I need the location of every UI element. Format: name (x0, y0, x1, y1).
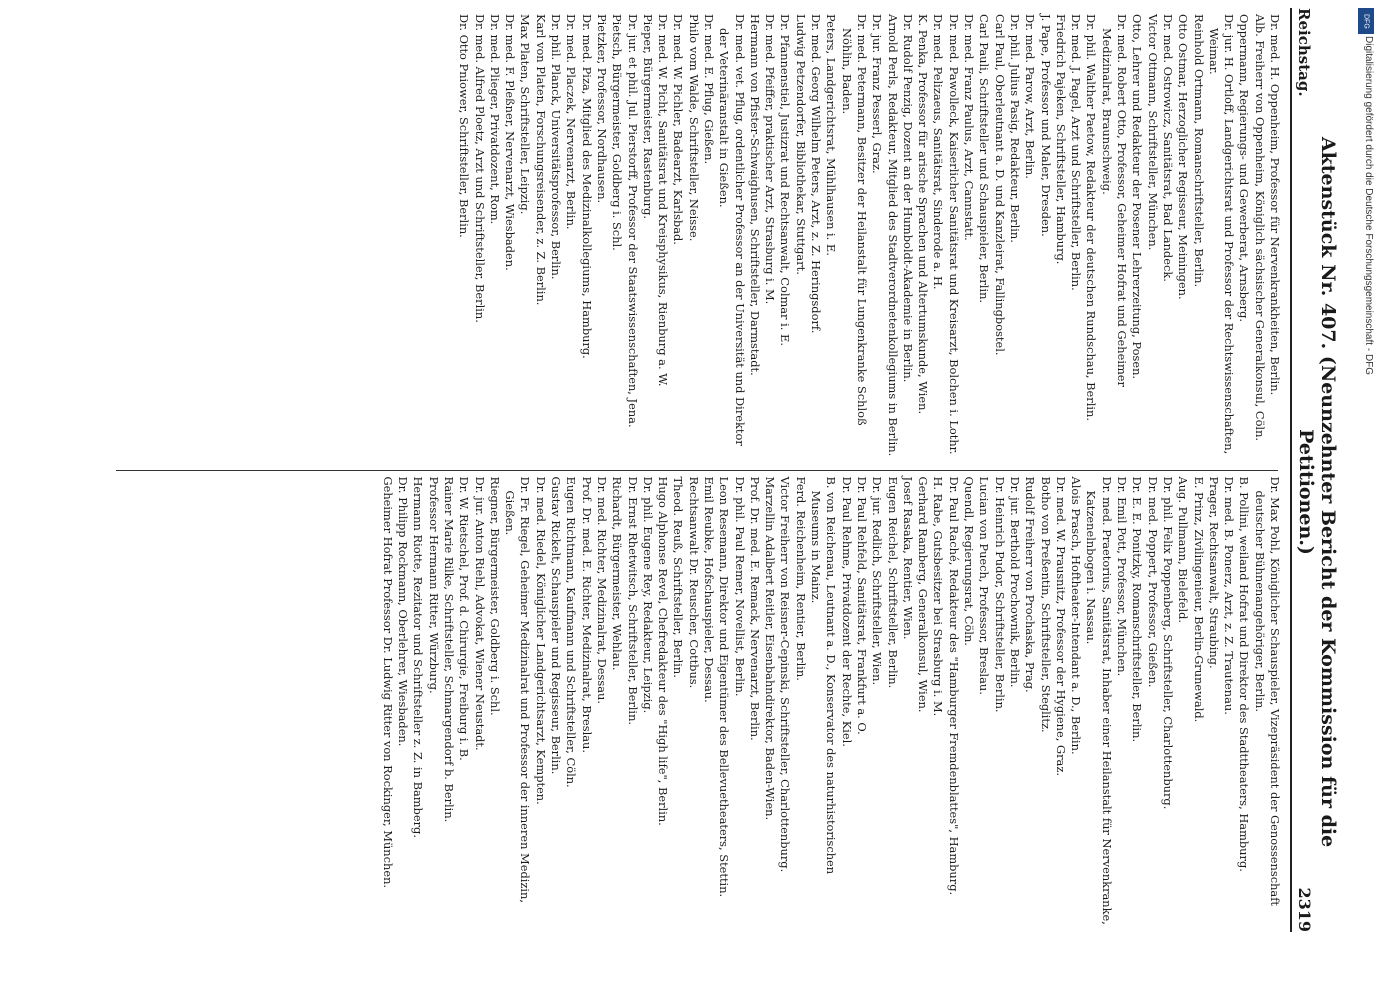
page-number: 2319 (1295, 887, 1314, 932)
petition-entry: Dr. med. Robert Otto, Professor, Geheimer Hofrat und Geheimer Medizinalrat, Braunschweig. (1099, 14, 1130, 387)
petition-entry: Alois Prasch, Hoftheater-Intendant a. D., Berlin. (1069, 476, 1084, 755)
petition-entry: Alb. Freiherr von Oppenheim, Königlich sächsischer Generalkonsul, Cöln. (1252, 14, 1267, 442)
petition-entry: Dr. med. F. Pleßner, Nervenarzt, Wiesbaden. (503, 14, 518, 271)
petition-entry: Rudolf Freiherr von Prochaska, Prag. (1023, 476, 1038, 693)
petition-entry: Otto, Lehrer und Redakteur der Posener Lehrerzeitung, Posen. (1130, 14, 1145, 380)
scanned-page (95, 0, 1339, 1000)
petition-entry: Theod. Reuß, Schriftsteller, Berlin. (671, 476, 686, 678)
petition-entry: Gustav Rickelt, Schauspieler und Regisseur, Berlin. (549, 476, 564, 775)
petition-entry: Hugo Alphonse Revel, Chefredakteur des "High life", Berlin. (656, 476, 671, 826)
petition-entry: Dr. Rudolf Penzig, Dozent an der Humboldt-Akademie in Berlin. (900, 14, 915, 383)
header-left: Reichstag. (1295, 8, 1313, 97)
petition-entry: Dr. jur. Anton Riehl, Advokat, Wiener Neustadt. (472, 476, 487, 751)
page-header (1290, 8, 1339, 932)
petition-entry: Dr. jur. H. Ortloff, Landgerichtsrat und Professor der Rechtswissenschaften, Weimar. (1206, 14, 1237, 455)
petition-entry: Otto Ostmar, Herzoglicher Regisseur, Meiningen. (1176, 14, 1191, 300)
petition-entry: Prager, Rechtsanwalt, Straubing. (1206, 476, 1221, 669)
petition-entry: Dr. phil. Felix Poppenberg, Schriftsteller, Charlottenburg. (1160, 476, 1175, 810)
petition-entry: Dr. med. Ostrowicz, Sanitätsrat, Bad Landeck. (1160, 14, 1175, 282)
petition-entry: E. Prinz, Zivilingenieur, Berlin-Grunewald. (1191, 476, 1206, 723)
petition-entry: B. Pollini, weiland Hofrat und Direktor des Stadttheaters, Hamburg. (1237, 476, 1252, 872)
petition-entry: Dr. phil. Walther Paetow, Redakteur der deutschen Rundschau, Berlin. (1084, 14, 1099, 421)
petition-entry: Dr. med. vet. Pflug, ordentlicher Professor an der Universität und Direktor der Veterinäranstalt in Gießen. (717, 14, 747, 446)
petition-entry: Dr. Heinrich Pudor, Schriftsteller, Berlin. (992, 476, 1007, 713)
columns (112, 8, 1290, 932)
petition-entry: Dr. med. H. Oppenheim, Professor für Nervenkrankheiten, Berlin. (1268, 14, 1282, 396)
petition-entry: Botho von Preßentin, Schriftsteller, Steglitz. (1038, 476, 1053, 733)
petition-entry: Eugen Richtmann, Kaufmann und Schriftsteller, Cöln. (564, 476, 579, 788)
petition-entry: Victor Ottmann, Schriftsteller, München. (1145, 14, 1160, 251)
petition-entry: B. von Reichenau, Leutnant a. D., Konservator des naturhistorischen Museums in Mainz. (809, 476, 839, 875)
petition-entry: Dr. jur. Redlich, Schriftsteller, Wien. (870, 476, 885, 686)
column-right (112, 471, 1282, 933)
petition-entry: Dr. med. Georg Wilhelm Peters, Arzt, z. Z. Heringsdorf. (809, 14, 824, 334)
petition-entry: Dr. med. W. Picht, Sanitätsrat und Kreisphysikus, Rienburg a. W. (656, 14, 671, 387)
petition-entry: Dr. med. B. Ponerz, Arzt, z. Z. Trautenau. (1222, 476, 1237, 715)
petition-entry: Dr. phil. Eugene Rey, Redakteur, Leipzig. (640, 476, 655, 714)
petition-entry: Dr. med. Pawolleck, Kaiserlicher Sanitätsrat und Kreisarzt, Bolchen i. Lothr. (946, 14, 961, 455)
petition-entry: Dr. Paul Raché, Redakteur des "Hamburger Fremdenblattes", Hamburg. (946, 476, 961, 896)
petition-entry: Leon Resemann, Direktor und Eigentümer des Bellevuetheaters, Stettin. (717, 476, 732, 898)
petition-entry: J. Pape, Professor und Maler, Dresden. (1038, 14, 1053, 237)
petition-entry: Dr. jur. et phil. Jul. Pierstorff, Professor der Staatswissenschaften, Jena. (625, 14, 640, 428)
petition-entry: Hermann Riotte, Rezitator und Schriftsteller z. Z. in Bamberg. (411, 476, 426, 838)
petition-entry: Lucian von Puech, Professor, Breslau. (977, 476, 992, 695)
column-left (112, 8, 1282, 470)
petition-entry: Dr. Fr. Riegel, Geheimer Medizinalrat und Professor der inneren Medizin, Gießen. (503, 476, 533, 903)
petition-entry: Josef Rasaka, Rentier, Wien. (900, 476, 915, 640)
petition-entry: Peters, Landgerichtsrat, Mühlhausen i. E. (824, 14, 839, 256)
petition-entry: Dr. phil. Julius Pasig, Redakteur, Berlin. (1007, 14, 1022, 243)
petition-entry: Dr. phil. Paul Remer, Novellist, Berlin. (732, 476, 747, 697)
petition-entry: Hermann von Pfister-Schwaighusen, Schriftsteller, Darmstadt. (747, 14, 762, 376)
petition-entry: Victor Freiherr von Reisner-Cepinski, Schriftsteller, Charlottenburg. (778, 476, 793, 873)
header-title: Aktenstück Nr. 407. (Neunzehnter Bericht der Kommission für die Petitionen.) (1295, 136, 1339, 848)
petition-entry: Pietzker, Professor, Nordhausen. (594, 14, 609, 204)
petition-entry: Dr. Paul Rehme, Privatdozent der Rechte, Kiel. (839, 476, 854, 747)
digitization-sidebar (1350, 0, 1383, 1000)
petition-entry: Eugen Reichel, Schriftsteller, Berlin. (885, 476, 900, 689)
petition-entry: Marzellin Adalbert Reitler, Eisenbahndirektor, Baden-Wien. (763, 476, 778, 821)
petition-entry: Dr. W. Rietschel, Prof. d. Chirurgie, Freiburg i. B. (457, 476, 472, 761)
petition-entry: Quendl, Regierungsrat, Cöln. (962, 476, 977, 646)
petition-entry: Dr. Pfannenstiel, Justizrat und Rechtsanwalt, Colmar i. E. (778, 14, 793, 346)
petition-entry: Dr. med. Franz Paulus, Arzt, Cannstatt. (962, 14, 977, 241)
petition-entry: Dr. Max Pohl, Königlicher Schauspieler, Vizepräsident der Genossenschaft deutscher Bühnenangehöriger, Berlin. (1252, 476, 1282, 907)
petition-entry: Dr. med. Riedel, Königlicher Landgerichtsarzt, Kempten. (533, 476, 548, 805)
petition-entry: Dr. med. Placzek, Nervenarzt, Berlin. (564, 14, 579, 230)
petition-entry: Aug. Pullmann, Bielefeld. (1176, 476, 1191, 624)
petition-entry: Dr. Otto Pniower, Schriftsteller, Berlin. (457, 14, 472, 238)
rotated-page-content (95, 0, 1339, 940)
petition-entry: Prof. Dr. med. E. Remack, Nervenarzt, Berlin. (747, 476, 762, 741)
petition-entry: Dr. med. Poppert, Professor, Gießen. (1145, 476, 1160, 688)
petition-entry: Dr. E. E. Ponitzky, Romanschriftsteller, Berlin. (1130, 476, 1145, 743)
petition-entry: Carl Paul, Oberleutnant a. D. und Kanzleirat, Fallingbostel. (992, 14, 1007, 356)
petition-entry: Carl Pauli, Schriftsteller und Schauspieler, Berlin. (977, 14, 992, 304)
petition-entry: Philo vom Walde, Schriftsteller, Neisse. (686, 14, 701, 242)
petition-entry: Richardt, Bürgermeister, Wehlau. (610, 476, 625, 671)
petition-entry: Reinhold Ortmann, Romanschriftsteller, Berlin. (1191, 14, 1206, 288)
digitization-note: Digitalisierung gefördert durch die Deutsche Forschungsgemeinschaft - DFG (1363, 36, 1374, 376)
petition-entry: Dr. med. Pfeiffer, praktischer Arzt, Strasburg i. M. (763, 14, 778, 305)
petition-entry: Dr. med. Richter, Medizinalrat, Dessau. (594, 476, 609, 704)
petition-entry: Dr. jur. Franz Pesserl, Graz. (870, 14, 885, 174)
petition-entry: Dr. Ernst Rhetwitsch, Schriftsteller, Berlin. (625, 476, 640, 726)
petition-entry: Dr. med. Alfred Ploetz, Arzt und Schriftsteller, Berlin. (472, 14, 487, 323)
petition-entry: Dr. med. W. Pichler, Badearzt, Karlsbad. (671, 14, 686, 245)
petition-entry: Dr. med. J. Pagel, Arzt und Schriftsteller, Berlin. (1069, 14, 1084, 291)
petition-entry: Karl von Platen, Forschungsreisender, z. Z. Berlin. (533, 14, 548, 306)
petition-entry: Dr. Paul Rehfeld, Sanitätsrat, Frankfurt a. O. (854, 476, 869, 735)
petition-entry: Geheimer Hofrat Professor Dr. Ludwig Ritter von Rockinger, München. (380, 476, 395, 889)
petition-entry: Emil Reubke, Hofschauspieler, Dessau. (702, 476, 717, 703)
dfg-logo: DFG (1358, 8, 1374, 34)
petition-entry: H. Rabe, Gutsbesitzer bei Strasburg i. M. (931, 476, 946, 717)
petition-entry: Dr. med. Pelizaeus, Sanitätsrat, Sinderode a. H. (931, 14, 946, 290)
petition-entry: Dr. med. Piza, Mitglied des Medizinalkollegiums, Hamburg. (579, 14, 594, 359)
petition-entry: Arnold Perls, Redakteur, Mitglied des Stadtverordnetenkollegiums in Berlin. (885, 14, 900, 457)
petition-entry: K. Penka, Professor für arische Sprachen und Altertumskunde, Wien. (916, 14, 931, 415)
petition-entry: Pietsch, Bürgermeister, Goldberg i. Schl. (610, 14, 625, 251)
petition-entry: Dr. med. E. Pflug, Gießen. (702, 14, 717, 165)
petition-entry: Oppermann, Regierungs- und Gewerberat, Arnsberg. (1237, 14, 1252, 323)
petition-entry: Dr. med. W. Prausnitz, Professor der Hygiene, Graz. (1053, 476, 1068, 776)
petition-entry: Prof. Dr. med. E. Richter, Medizinalrat, Breslau. (579, 476, 594, 754)
petition-entry: Dr. phil. Planck, Universitätsprofessor, Berlin. (549, 14, 564, 280)
petition-entry: Dr. med. Plieger, Privatdozent, Rom. (487, 14, 502, 225)
petition-entry: Dr. med. Petermann, Besitzer der Heilanstalt für Lungenkranke Schloß Nöhlin, Baden. (839, 14, 869, 426)
petition-entry: Gerhard Ramberg, Generalkonsul, Wien. (916, 476, 931, 713)
petition-entry: Dr. med. Parow, Arzt, Berlin. (1023, 14, 1038, 179)
petition-entry: Friedrich Pajeken, Schriftsteller, Hamburg. (1053, 14, 1068, 265)
petition-entry: Rainer Marie Rilke, Schriftsteller, Schmargendorf b. Berlin. (441, 476, 456, 823)
petition-entry: Ferd. Reichenheim, Rentier, Berlin. (793, 476, 808, 681)
petition-entry: Max Platen, Schriftsteller, Leipzig. (518, 14, 533, 215)
petition-entry: Dr. Emil Pott, Professor, München. (1115, 476, 1130, 677)
petition-entry: Professor Hermann Ritter, Würzburg. (426, 476, 441, 694)
petition-entry: Dr. Philipp Rockmann, Oberlehrer, Wiesbaden. (396, 476, 411, 747)
petition-entry: Rechtsanwalt Dr. Reuscher, Cottbus. (686, 476, 701, 689)
petition-entry: Ludwig Petzendorfer, Bibliothekar, Stuttgart. (793, 14, 808, 275)
petition-entry: Riegner, Bürgermeister, Goldberg i. Schl. (487, 476, 502, 716)
petition-entry: Dr. jur. Berthold Prochownik, Berlin. (1007, 476, 1022, 688)
petition-entry: Dr. med. Praetorius, Sanitätsrat, Inhaber einer Heilanstalt für Nervenkranke, Katzenelnbogen i. Nassau. (1084, 476, 1114, 925)
petition-entry: Pieper, Bürgermeister, Rastenburg. (640, 14, 655, 220)
